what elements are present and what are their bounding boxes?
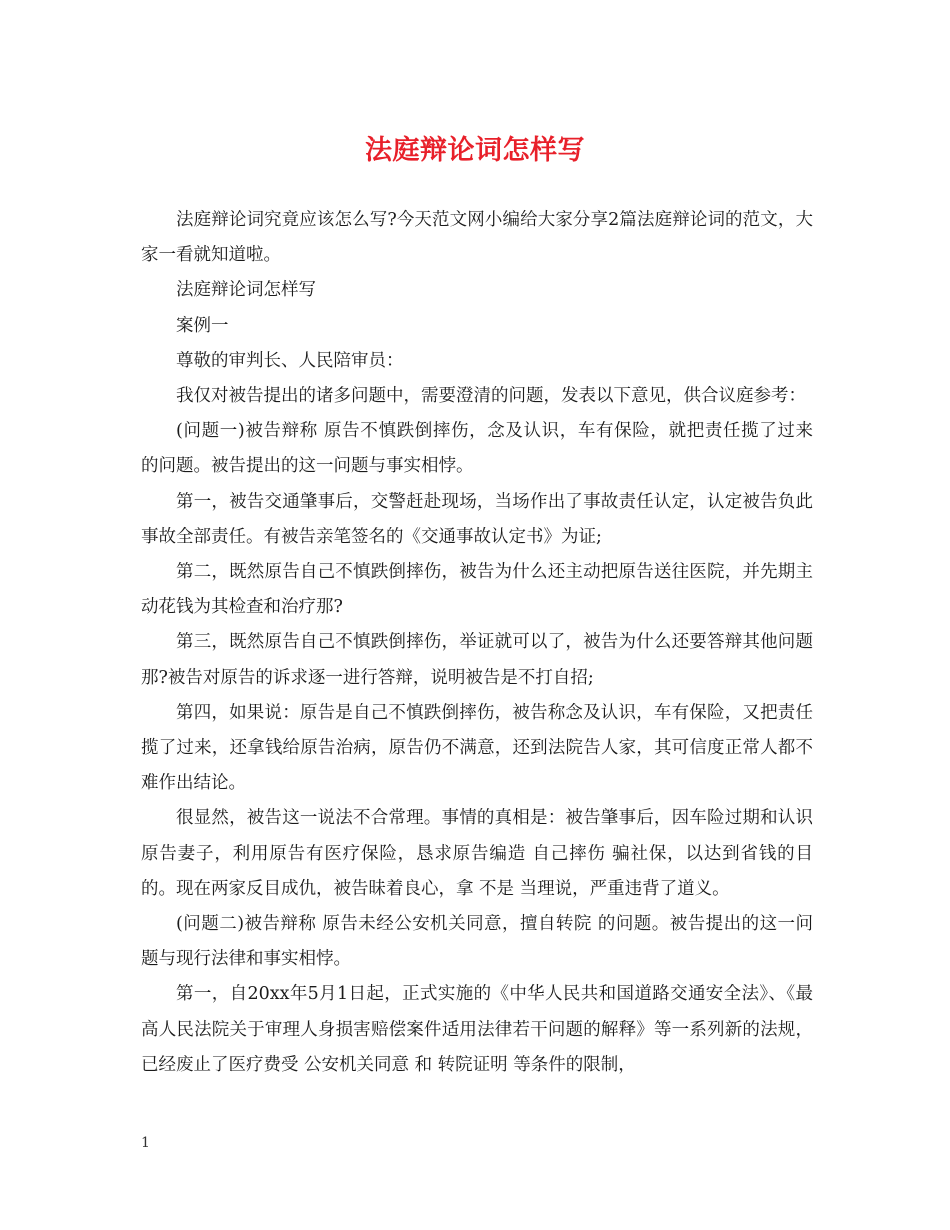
paragraph-issue-one: (问题一)被告辩称 原告不慎跌倒摔伤，念及认识，车有保险，就把责任揽了过来 的问题。被告提出的这一问题与事实相悖。 (141, 421, 813, 477)
paragraph-conclusion: 很显然，被告这一说法不合常理。事情的真相是：被告肇事后，因车险过期和认识原告妻子，利用原告有医疗保险，恳求原告编造 自己摔伤 骗社保，以达到省钱的目的。现在两家反目成仇，被告昧着良心，拿 不是 当理说，严重违背了道义。 (141, 808, 813, 899)
paragraph-case-label: 案例一 (176, 315, 229, 336)
paragraph-heading: 法庭辩论词怎样写 (176, 280, 316, 301)
paragraph-point-four: 第四，如果说：原告是自己不慎跌倒摔伤，被告称念及认识，车有保险，又把责任揽了过来，还拿钱给原告治病，原告仍不满意，还到法院告人家，其可信度正常人都不难作出结论。 (141, 702, 813, 794)
paragraph-intro: 法庭辩论词究竟应该怎么写?今天范文网小编给大家分享2篇法庭辩论词的范文，大家一看就知道啦。 (141, 210, 813, 266)
paragraph-opening: 我仅对被告提出的诸多问题中，需要澄清的问题，发表以下意见，供合议庭参考： (176, 386, 806, 407)
paragraph-point-one: 第一，被告交通肇事后，交警赶赴现场，当场作出了事故责任认定，认定被告负此事故全部责任。有被告亲笔签名的《交通事故认定书》为证; (141, 491, 813, 547)
paragraph-point-three: 第三，既然原告自己不慎跌倒摔伤，举证就可以了，被告为什么还要答辩其他问题那?被告对原告的诉求逐一进行答辩，说明被告是不打自招; (141, 632, 813, 688)
paragraph-salutation: 尊敬的审判长、人民陪审员： (176, 350, 404, 371)
paragraph-point-two: 第二，既然原告自己不慎跌倒摔伤，被告为什么还主动把原告送往医院，并先期主动花钱为其检查和治疗那? (141, 562, 813, 618)
paragraph-issue-two-point-one: 第一，自20xx年5月1日起，正式实施的《中华人民共和国道路交通安全法》、《最高人民法院关于审理人身损害赔偿案件适用法律若干问题的解释》等一系列新的法规，已经废止了医疗费受 公安机关同意 和 转院证明 等条件的限制， (141, 984, 813, 1075)
paragraph-issue-two: (问题二)被告辩称 原告未经公安机关同意，擅自转院 的问题。被告提出的这一问题与现行法律和事实相悖。 (141, 914, 813, 970)
document-title: 法庭辩论词怎样写 (365, 135, 585, 166)
document-body (141, 203, 813, 1083)
page-number: 1 (141, 1135, 150, 1151)
